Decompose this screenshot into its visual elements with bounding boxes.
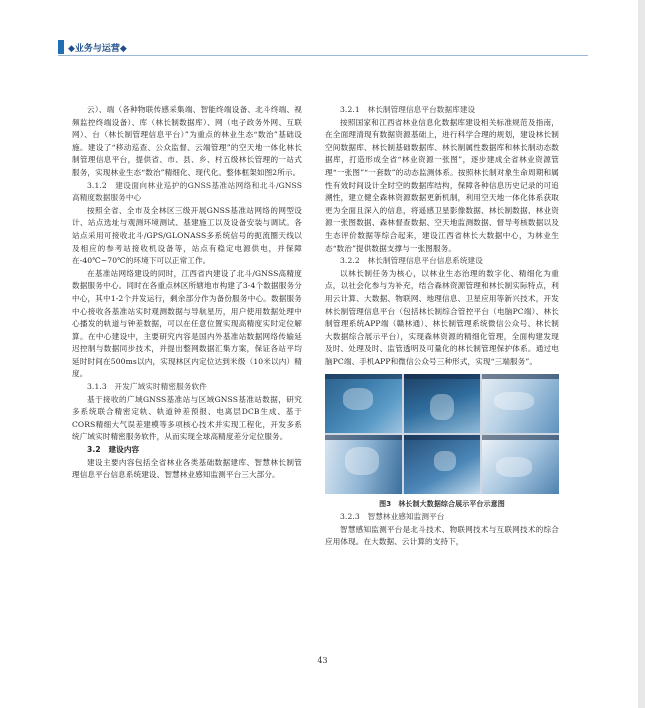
paragraph: 智慧感知监测平台是北斗技术、物联网技术与互联网技术的综合应用体现。在大数据、云计算的支持下， <box>325 524 559 547</box>
section-heading: 3.1.3 开发广域实时精密服务软件 <box>87 382 207 392</box>
section-title: ◆业务与运营◆ <box>68 43 127 54</box>
screenshot-panel <box>404 435 481 494</box>
header-rule <box>58 55 588 56</box>
section-heading: 3.2.2 林长制管理信息平台信息系统建设 <box>340 256 483 266</box>
screenshot-panel <box>325 435 402 494</box>
figure-3 <box>325 374 559 494</box>
page-edge <box>638 0 645 708</box>
left-column <box>72 104 302 482</box>
header-accent-bar <box>58 40 64 54</box>
paragraph: 基于接收的广域GNSS基准站与区域GNSS基准站数据，研究多系统联合精密定轨、轨道钟差预报、电离层DCB生成、基于CORS精细大气误差建模等多项核心技术并实现工程化，开发多系统广域实时精密服务软件，从而实现全球高精度差分定位服务。 <box>72 394 302 442</box>
paragraph: 按照全省、全市及全林区三级开展GNSS基准站网络的网型设计、站点选址与观测环境测试、基建施工以及设备安装与调试。各站点采用可接收北斗/GPS/GLONASS多系统信号的扼流圈天线以及相应的参考站接收机设备等，站点有稳定电源供电，并保障在-40℃~70℃的环境下可以正常工作。 <box>72 205 302 266</box>
page-number: 43 <box>317 656 328 665</box>
paragraph: 按照国家和江西省林业信息化数据库建设相关标准规范及指南，在全面理清现有数据资源基础上，进行科学合理的规划，建设林长制空间数据库、林长制基础数据库、林长制属性数据库和林长制动态数据库，打造形成全省“林业资源一张图”，逐步建成全省林业资源管理“一张图”“一套数”的动态监测体系。按照林长制对象生命周期和属性有效时间设计全时空的数据库结构，保障各种信息历史记录的可追溯性，建立健全森林资源数据更新机制，利用空天地一体化体系获取更为全面且深入的信息，将遥感卫星影像数据、林长制数据、林业资源一张图数据、森林督查数据、空天地监测数据、督导考核数据以及生态评价数据等综合起来，建设江西省林长大数据中心，为林业生态“数治”提供数据支撑与一张图服务。 <box>325 117 559 253</box>
paragraph: 以林长制任务为核心，以林业生态治理的数字化、精细化为重点，以社会化参与为补充，结合森林资源管理和林长制实际特点，利用云计算、大数据、物联网、地理信息、卫星应用等新兴技术，开发林长制管理信息平台（包括林长制综合管控平台（电脑PC端）、林长制管理系统APP端（赣林通）、林长制管理系统微信公众号、林长制大数据综合展示平台），实现森林资源的精细化管理，全面构建发现及时、处理及时、监管透明及可量化的林长制管理保护体系。通过电脑PC端、手机APP和微信公众号三种形式，实现“三端服务”。 <box>325 268 559 366</box>
section-heading: 3.2.3 智慧林业感知监测平台 <box>340 512 445 522</box>
section-heading: 3.2 建设内容 <box>87 445 140 455</box>
section-heading: 3.1.2 建设面向林业巡护的GNSS基准站网络和北斗/GNSS高精度数据服务中心 <box>72 180 302 203</box>
right-column <box>325 104 559 549</box>
section-heading: 3.2.1 林长制管理信息平台数据库建设 <box>340 105 476 114</box>
section-header <box>58 40 127 54</box>
screenshot-panel <box>482 435 559 494</box>
paragraph: 建设主要内容包括全省林业各类基础数据建库、智慧林长制管理信息平台信息系统建设、智慧林业感知监测平台三大部分。 <box>72 457 302 480</box>
screenshot-panel <box>482 374 559 433</box>
paragraph: 云）、端（各种物联传感采集端、智能终端设备、北斗终端、视频监控终端设备）、库（林长制数据库）、网（电子政务外网、互联网）、台（林长制管理信息平台）”为重点的林业生态“数治”基础设施。建设了“移动巡查、公众监督、云端管理”的空天地一体化林长制管理信息平台，提供省、市、县、乡、村五级林长管理的一站式服务，实现林业生态“数治”精细化、现代化。整体框架如图2所示。 <box>72 105 302 177</box>
paragraph: 在基准站网络建设的同时，江西省内建设了北斗/GNSS高精度数据服务中心。同时在各重点林区所辖地市构建了3-4个数据服务分中心，其中1-2个并发运行，剩余部分作为备份服务中心。数据服务中心接收各基准站实时观测数据与导航星历，用户使用数据处理中心播发的轨道与钟差数据，可以在任意位置实现高精度实时定位解算。在中心建设中，主要研究内容是国内外基准站数据网络传输延迟控制与数据同步技术，并提出整网数据汇集方案，保证各站平均延时时间在500ms以内，实现林区内定位达到米级（10米以内）精度。 <box>72 268 302 379</box>
figure-caption: 图3 林长制大数据综合展示平台示意图 <box>379 500 505 509</box>
screenshot-panel <box>404 374 481 433</box>
right-column-bottom <box>325 511 559 549</box>
screenshot-panel <box>325 374 402 433</box>
right-column-top <box>325 104 559 368</box>
